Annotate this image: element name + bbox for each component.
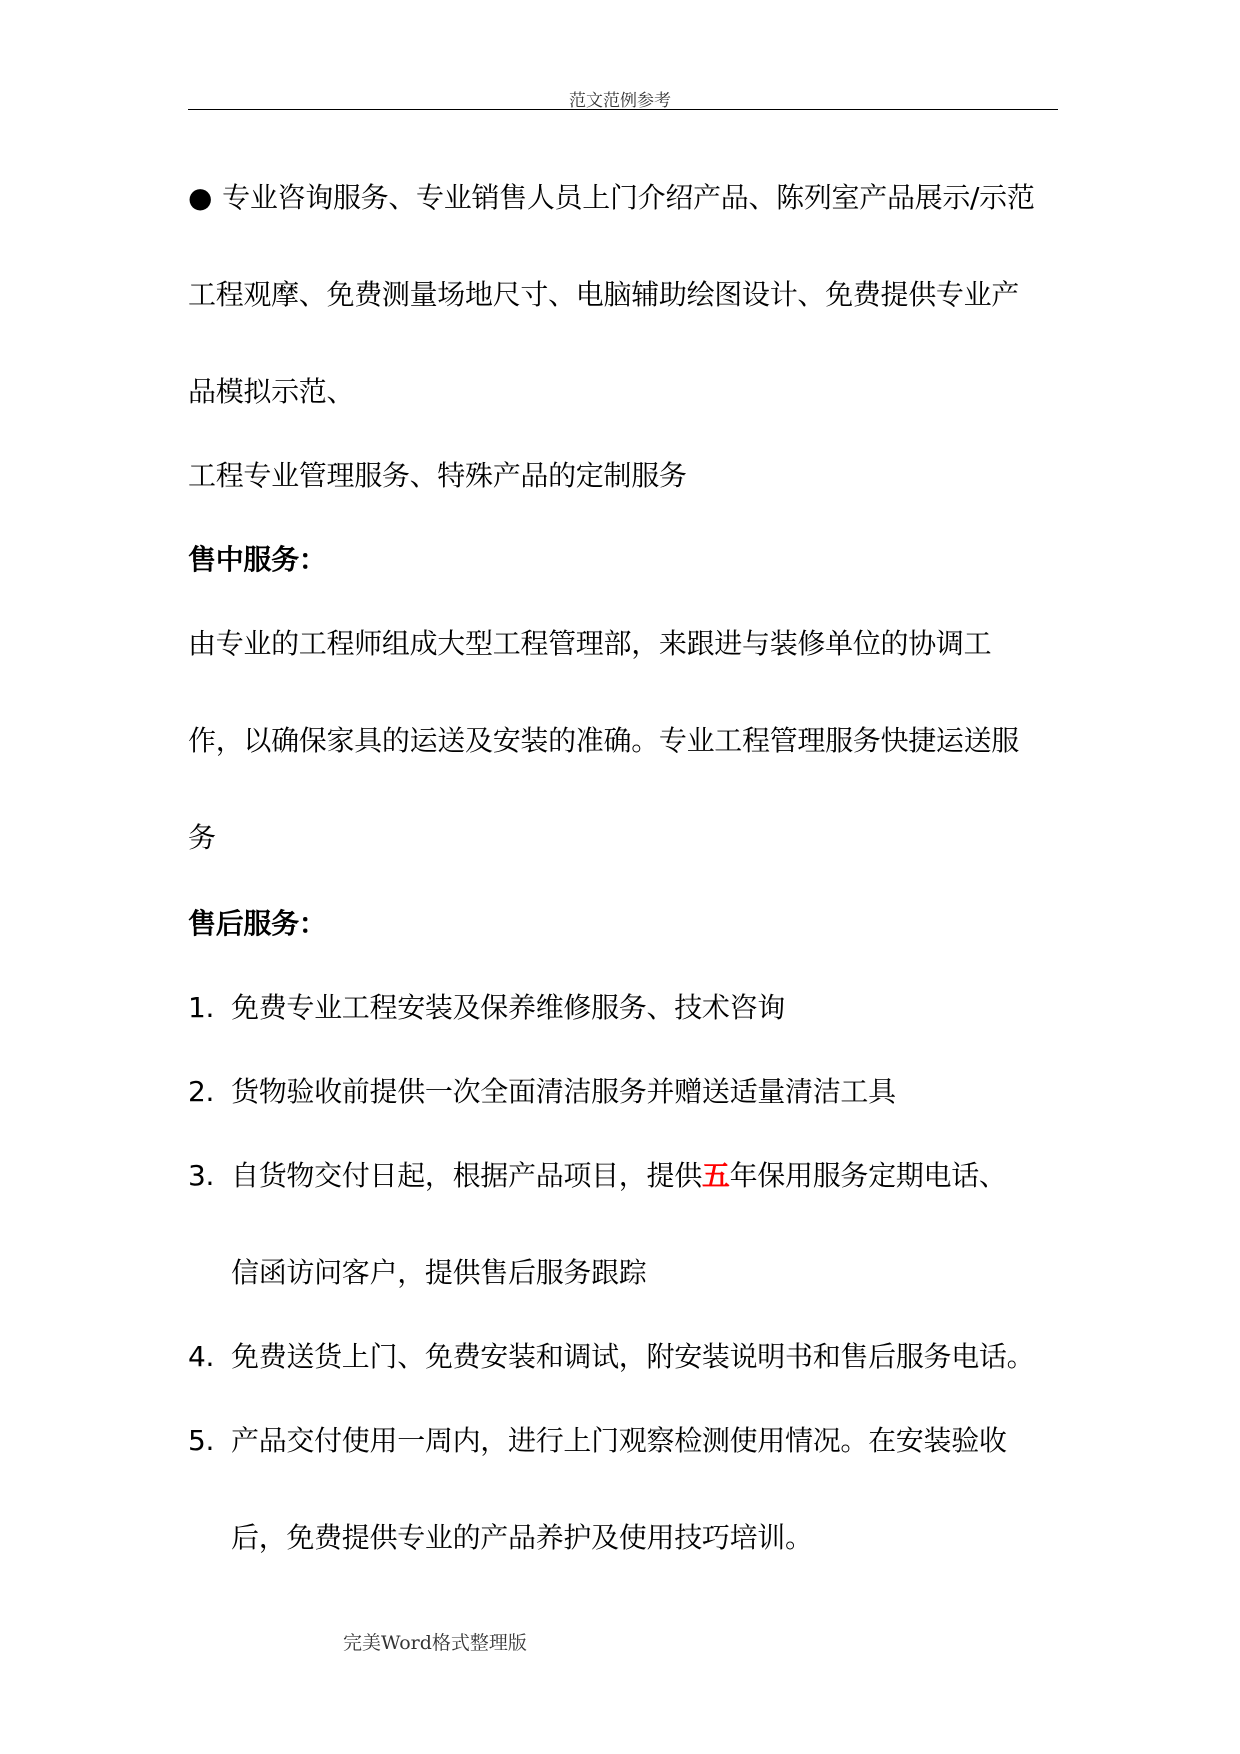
list-item-text: 免费送货上门、免费安装和调试，附安装说明书和售后服务电话。 bbox=[231, 1340, 1035, 1373]
list-item-number: 4. bbox=[188, 1340, 215, 1373]
in-sale-line-1: 由专业的工程师组成大型工程管理部，来跟进与装修单位的协调工 bbox=[188, 627, 992, 660]
pre-sale-text-1: 专业咨询服务、专业销售人员上门介绍产品、陈列室产品展示/示范 bbox=[222, 181, 1035, 214]
list-item bbox=[188, 1158, 1007, 1194]
list-item-continuation: 信函访问客户，提供售后服务跟踪 bbox=[231, 1256, 647, 1289]
bullet-icon: ● bbox=[188, 181, 213, 214]
pre-sale-line-1 bbox=[188, 180, 1035, 216]
after-sale-heading: 售后服务： bbox=[188, 907, 327, 940]
in-sale-line-2: 作，以确保家具的运送及安装的准确。专业工程管理服务快捷运送服 bbox=[188, 724, 1020, 757]
header-text: 范文范例参考 bbox=[569, 91, 671, 111]
pre-sale-line-2: 工程观摩、免费测量场地尺寸、电脑辅助绘图设计、免费提供专业产 bbox=[188, 278, 1020, 311]
in-sale-heading: 售中服务： bbox=[188, 543, 327, 576]
list-item bbox=[188, 1423, 1007, 1459]
list-item-text: 产品交付使用一周内，进行上门观察检测使用情况。在安装验收 bbox=[231, 1424, 1007, 1457]
pre-sale-line-4: 工程专业管理服务、特殊产品的定制服务 bbox=[188, 459, 687, 492]
header-divider bbox=[188, 109, 1058, 110]
page-footer: 完美Word格式整理版 bbox=[343, 1632, 527, 1654]
list-item-number: 1. bbox=[188, 991, 215, 1024]
list-item bbox=[188, 990, 785, 1026]
in-sale-line-3: 务 bbox=[188, 821, 216, 854]
list-item-text-after: 年保用服务定期电话、 bbox=[729, 1159, 1007, 1192]
list-item bbox=[188, 1339, 1034, 1375]
list-item-text: 自货物交付日起，根据产品项目，提供 bbox=[231, 1159, 702, 1192]
list-item-text: 货物验收前提供一次全面清洁服务并赠送适量清洁工具 bbox=[231, 1075, 896, 1108]
list-item-number: 5. bbox=[188, 1424, 215, 1457]
list-item-text: 免费专业工程安装及保养维修服务、技术咨询 bbox=[231, 991, 786, 1024]
pre-sale-line-3: 品模拟示范、 bbox=[188, 375, 355, 408]
highlight-text: 五 bbox=[701, 1159, 730, 1192]
list-item-number: 2. bbox=[188, 1075, 215, 1108]
list-item-number: 3. bbox=[188, 1159, 215, 1192]
list-item-continuation: 后，免费提供专业的产品养护及使用技巧培训。 bbox=[231, 1521, 813, 1554]
list-item bbox=[188, 1074, 896, 1110]
